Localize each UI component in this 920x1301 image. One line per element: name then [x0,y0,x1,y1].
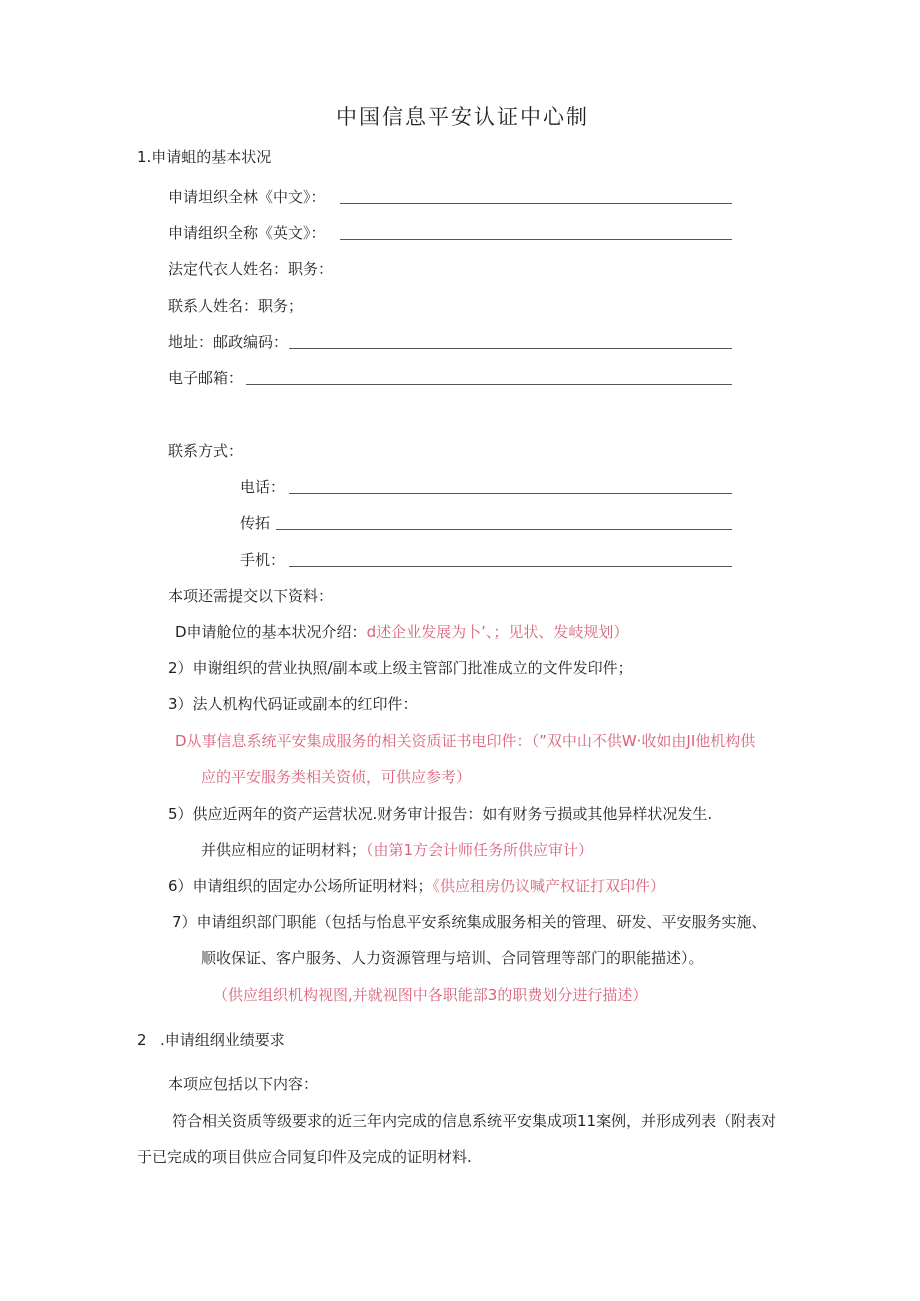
field-phone-label: 电话： [240,478,286,496]
field-name-en-line[interactable] [340,239,732,240]
list-item-4-marker: D从事信息系统平安集成服务的相关资质证书电印件： [175,732,532,750]
list-item-1 [175,622,628,642]
field-mobile-label: 手机： [240,551,286,569]
contact-methods-label: 联系方式： [168,442,244,460]
field-address-label: 地址：邮政编码： [168,333,289,351]
list-item-5: 5）供应近两年的资产运营状况.财务审计报告：如有财务亏损或其他异样状况发生. [168,805,713,823]
field-fax-label: 传拓 [240,514,271,532]
section2-paragraph: 符合相关资质等级要求的近三年内完成的信息系统平安集成项11案例，并形成列表（附表对 [172,1112,777,1130]
list-item-2: 2）申谢组织的营业执照/副本或上级主管部门批准成立的文件发印件； [168,659,633,677]
list-item-6-note: 《供应租房仍议喊产权证打双印件） [432,877,666,895]
list-item-7: 7）申请组织部门职能（包括与怡息平安系统集成服务相关的管理、研发、平安服务实施、 [172,913,767,931]
field-email-label: 电子邮箱： [168,369,244,387]
field-phone-line[interactable] [289,493,732,494]
list-item-4 [175,731,755,751]
list-item-4-note-cont: 应的平安服务类相关资侦，可供应参考） [201,768,472,786]
list-item-4-note: （”双中山不供W·收如由JI他机构供 [531,732,756,750]
section2-intro: 本项应包括以下内容： [168,1075,319,1093]
list-item-6 [168,876,665,896]
field-name-cn-line[interactable] [340,203,732,204]
document-title: 中国信息平安认证中心制 [336,105,589,129]
field-legal-rep-label: 法定代衣人姓名：职务： [168,260,334,278]
list-item-7-cont: 顺收保证、客户服务、人力资源管理与培训、合同管理等部门的职能描述）。 [201,949,704,967]
section2-paragraph-cont: 于已完成的项目供应合同复印件及完成的证明材料. [137,1148,472,1166]
field-name-cn-label: 申请坦织全林《中文》： [168,188,326,206]
field-fax-line[interactable] [276,529,732,530]
list-item-5-note: （由第1方会计师任务所供应审计） [366,841,594,859]
list-item-3: 3）法人机构代码证或副本的红印件： [168,695,418,713]
field-name-en-label: 申请组织全称《英文》： [168,224,326,242]
list-item-6-label: 6）申请组织的固定办公场所证明材料； [168,877,433,895]
submit-intro: 本项还需提交以下资料： [168,587,334,605]
field-email-line[interactable] [246,384,732,385]
section1-heading: 1.申请蛆的基本状况 [137,148,272,166]
list-item-5-cont [201,840,593,860]
section2-number: 2 [137,1031,147,1049]
field-contact-label: 联系人姓名：职务； [168,297,304,315]
section2-heading: .申请组纲业绩要求 [160,1031,285,1049]
list-item-7-note: （供应组织机构视图,并就视图中各职能部3的职费划分进行描述） [213,986,648,1004]
list-item-5-label: 并供应相应的证明材料； [201,841,367,859]
list-item-1-label: D申请舱位的基本状况介绍： [175,623,367,641]
list-item-1-note: d述企业发展为卜’、；见状、发岐规划） [366,623,629,641]
field-address-line[interactable] [289,348,732,349]
field-mobile-line[interactable] [289,566,732,567]
